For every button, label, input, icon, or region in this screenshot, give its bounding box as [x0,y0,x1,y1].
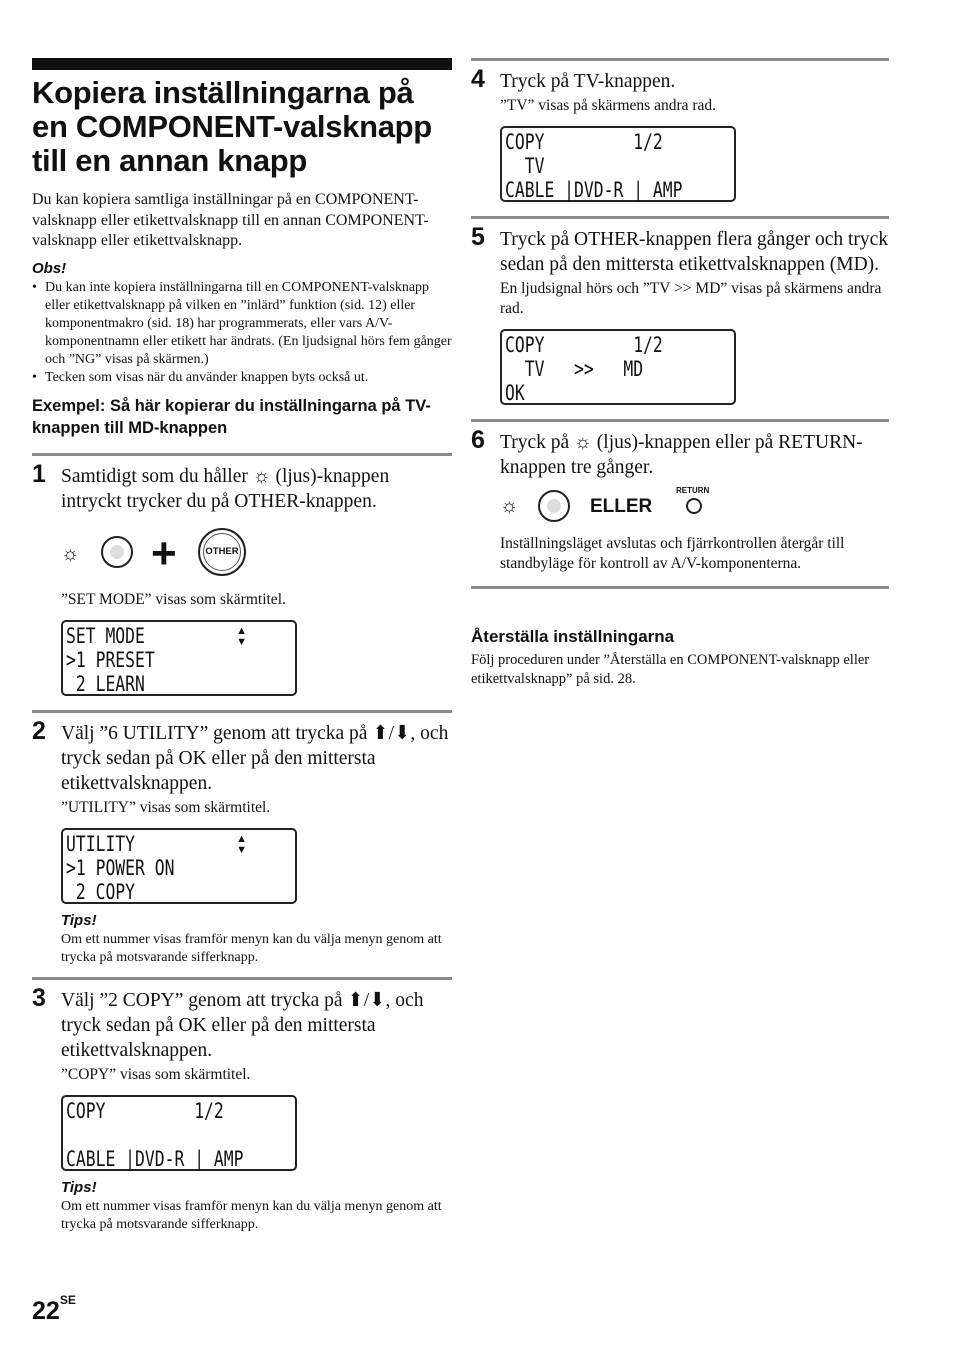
lcd-line-2: TV >> MD [505,357,644,381]
up-down-arrow-icon: ▲ ▼ [236,832,247,856]
page-number-suffix: SE [59,1292,76,1307]
page-title: Kopiera inställningarna på en COMPONENT-valsknapp till en annan knapp [32,75,432,178]
step-note: ”SET MODE” visas som skärmtitel. [61,590,286,608]
plus-icon: + [151,528,177,578]
notes-list [32,279,452,387]
right-column [471,58,889,689]
lcd-display [500,126,736,202]
eller-label: ELLER [590,496,653,517]
reset-text: Följ proceduren under ”Återställa en COMPONENT-valsknapp eller etikettvalsknapp” på sid. 28. [471,652,870,687]
step-number: 4 [471,65,485,93]
lcd-line-1: COPY 1/2 [505,333,663,357]
lcd-line-1: SET MODE [66,623,145,648]
tips-label: Tips! [61,1178,97,1196]
return-button-icon [686,498,702,514]
other-button-icon: OTHER [198,528,246,576]
example-heading: Exempel: Så här kopierar du inställningarna på TV-knappen till MD-knappen [32,396,431,437]
return-label: RETURN [676,486,710,495]
step-number: 6 [471,426,485,454]
note-text: Tecken som visas när du använder knappen byts också ut. [45,369,369,385]
tips-text: Om ett nummer visas framför menyn kan du välja menyn genom att trycka på motsvarande sifferknapp. [61,931,442,965]
lcd-display [61,620,297,696]
step-instruction: Tryck på OTHER-knappen flera gånger och tryck sedan på den mittersta etikettvalsknappen (MD). [500,229,889,275]
step-6 [471,422,889,574]
step-number: 2 [32,716,46,745]
step-number: 1 [32,459,46,488]
step-instruction: Tryck på ☼ (ljus)-knappen eller på RETURN-knappen tre gånger. [500,432,863,478]
step-4 [471,61,889,202]
page-number [32,1292,76,1326]
step-2 [32,713,452,967]
intro-text: Du kan kopiera samtliga inställningar på en COMPONENT-valsknapp eller etikettvalsknapp till en annan COMPONENT-valsknapp eller etikettvalsknapp. [32,191,429,249]
note-item: • Tecken som visas när du använder knappen byts också ut. [32,369,369,385]
lcd-line-2: TV [505,154,545,178]
step-instruction: Välj ”6 UTILITY” genom att trycka på ⬆/⬇, och tryck sedan på OK eller på den mittersta etikettvalsknappen. [61,722,449,794]
step-instruction: Välj ”2 COPY” genom att trycka på ⬆/⬇, och tryck sedan på OK eller på den mittersta etikettvalsknappen. [61,989,424,1061]
step-instruction: Samtidigt som du håller ☼ (ljus)-knappen intryckt trycker du på OTHER-knappen. [61,465,390,512]
lcd-line-1: COPY 1/2 [505,130,663,154]
step-note: ”COPY” visas som skärmtitel. [61,1065,251,1083]
note-item: • Du kan inte kopiera inställningarna till en COMPONENT-valsknapp eller etikettvalsknapp på vilken en ”inlärd” funktion (sid. 12) eller komponentmakro (sid. 18) har programmerats, eller vars A/V-komponentnamn eller etikett har ändrats. (En ljudsignal hörs fem gånger och ”NG” visas på skärmen.) [32,279,452,367]
light-button-icon [538,490,570,522]
step-note: ”UTILITY” visas som skärmtitel. [61,798,271,816]
step-3 [32,980,452,1234]
lcd-line-2: >1 PRESET [66,647,155,672]
tips-label: Tips! [61,911,97,929]
section-divider [471,586,889,589]
title-bar [32,58,452,70]
lcd-line-3: CABLE |DVD-R | AMP [505,178,683,202]
step-instruction: Tryck på TV-knappen. [500,71,676,92]
lcd-line-3: 2 LEARN [66,671,145,696]
lcd-line-2: >1 POWER ON [66,855,175,880]
left-column [32,58,452,1234]
obs-label: Obs! [32,259,67,277]
step-note: ”TV” visas på skärmens andra rad. [500,97,717,114]
light-button-icon [101,536,133,568]
lcd-line-1: UTILITY [66,831,136,856]
lcd-line-3: 2 COPY [66,879,136,904]
step-number: 5 [471,223,485,251]
step-note: Inställningsläget avslutas och fjärrkontrollen återgår till standbyläge för kontroll av A/V-komponenterna. [500,535,845,572]
step-1 [32,456,452,696]
page-number-value: 22 [32,1297,60,1325]
button-illustration [500,488,889,526]
button-illustration [61,526,452,586]
lcd-display [61,1095,297,1171]
reset-heading: Återställa inställningarna [471,627,675,646]
lcd-line-1: COPY 1/2 [66,1098,224,1123]
lcd-line-3: OK [505,381,525,405]
tips-text: Om ett nummer visas framför menyn kan du välja menyn genom att trycka på motsvarande sifferknapp. [61,1198,442,1232]
note-text: Du kan inte kopiera inställningarna till en COMPONENT-valsknapp eller etikettvalsknapp på vilken en ”inlärd” funktion (sid. 12) eller komponentmakro (sid. 18) har programmerats, eller vars A/V-komponentnamn eller etikett har ändrats. (En ljudsignal hörs fem gånger och ”NG” visas på skärmen.) [45,279,452,367]
up-down-arrow-icon: ▲ ▼ [236,624,247,648]
step-note: En ljudsignal hörs och ”TV >> MD” visas på skärmens andra rad. [500,280,882,317]
step-5 [471,219,889,405]
step-number: 3 [32,983,46,1012]
lcd-line-3: CABLE |DVD-R | AMP [66,1146,244,1171]
light-icon: ☼ [500,495,519,517]
lcd-display [500,329,736,405]
lcd-display [61,828,297,904]
light-icon: ☼ [61,542,80,565]
